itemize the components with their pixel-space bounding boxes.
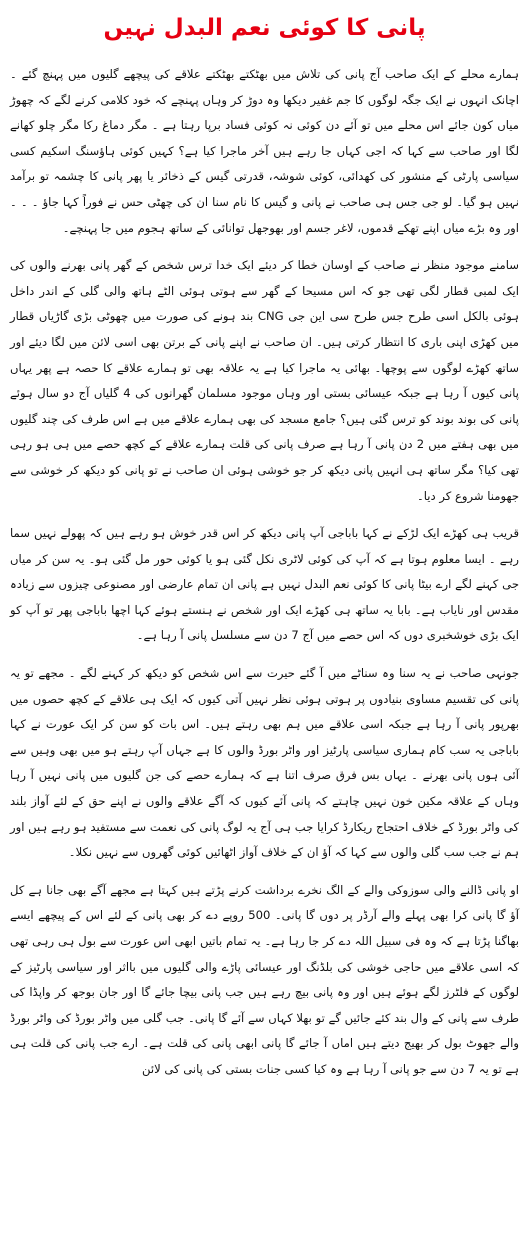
paragraph: او پانی ڈالنے والی سوزوکی والے کے الگ نخرے برداشت کرنے پڑتے ہیں کہتا ہے مجھے آگے بھی جانا ہے کل آؤ گا پانی کرا بھی پہلے والے آرڈر پر دوں گا پانی۔ 500 روپے دے کر بھی پانی کے لئے اس کے پیچھے ایسے بھاگنا پڑتا ہے کہ وہ فی سبیل اللہ دے کر جا رہا ہے۔ یہ تمام باتیں ابھی اس عورت سے بول ہی رہی تھی کہ اسی علاقے میں حاجی خوشی کی بلڈنگ اور عیسائی پاڑے والی گلیوں میں بااثر اور سیاسی پارٹیز کے لوگوں کے فلٹرز لگے ہوئے ہیں اور وہ پانی بیچ رہے ہیں جب پانی بیچا جائے گا اور جان بوجھ کر واپڈا کی طرف سے پانی کے وال بند کئے جائیں گے تو بھلا کہاں سے آئے گا پانی۔ جب گلی میں واٹر بورڈ کی واٹر بورڈ والے جھوٹ بول کر بھیج دیتے ہیں اماں آ جائے گا پانی ابھی پانی کی قلت ہے۔ ارے جب پانی کی قلت ہی ہے تو یہ 7 دن سے جو پانی آ رہا ہے وہ کیا کسی جنات بستی کی پانی کی لائن bbox=[10, 882, 520, 1076]
paragraph: ہمارے محلے کے ایک صاحب آج پانی کی تلاش میں بھٹکتے بھٹکتے علاقے کی پیچھے گلیوں میں پہنچ گئے ۔ اچانک انہوں نے ایک جگہ لوگوں کا جم غفیر دیکھا وہ دوڑ کر وہاں پہنچے کہ خود کلامی کرنے لگے کہ چھوڑ میاں کون جائے اس محلے میں تو آئے دن کوئی نہ کوئی فساد برپا رہتا ہے ۔ مگر دماغ رکا مگر چلو کھانے لگا اور صاحب سے کہا کہ اجی کہاں جا رہے ہیں آخر ماجرا کیا ہے؟ کہیں کوئی ہاؤسنگ اسکیم کسی سیاسی پارٹی کے منشور کی کھدائی، کوئی شوشہ، قدرتی گیس کے ذخائر یا پھر پانی کا چشمہ تو برآمد نہیں ہو گیا۔ لو جی جس ہی صاحب نے پانی و گیس کا نام سنا ان کی چھٹی حس نے فوراً کہا جاؤ ۔ ۔ ۔ اور وہ بڑے میاں اپنے تھکے قدموں، لاغر جسم اور بھوجھل توانائی کے ساتھ ہجوم میں جا پہنچے۔ bbox=[10, 67, 519, 235]
article-body bbox=[10, 62, 519, 1083]
article-title: پانی کا کوئی نعم البدل نہیں bbox=[103, 15, 426, 41]
paragraph: قریب ہی کھڑے ایک لڑکے نے کہا باباجی آپ پانی دیکھ کر اس قدر خوش ہو رہے ہیں کہ پھولے نہیں سما رہے ۔ ایسا معلوم ہوتا ہے کہ آپ کی کوئی لاٹری نکل گئی ہو یا کوئی حور مل گئی ہو۔ یہ سن کر میاں جی کہنے لگے ارے بیٹا پانی کا کوئی نعم البدل نہیں ہے پانی ان تمام عارضی اور مصنوعی چیزوں سے زیادہ مقدس اور نایاب ہے۔ بابا یہ ساتھ ہی کھڑے ایک اور شخص نے ہنستے ہوئے کہا اچھا باباجی پھر تو آپ کو ایک بڑی خوشخبری دوں کہ اس حصے میں آج 7 دن سے مسلسل پانی آ رہا ہے۔ bbox=[10, 526, 519, 643]
paragraph: سامنے موجود منظر نے صاحب کے اوسان خطا کر دیئے ایک خدا ترس شخص کے گھر پانی بھرنے والوں کی ایک لمبی قطار لگی تھی جو کہ اس مسیحا کے گھر سے ہوتی ہوئی الٹے ہاتھ والی گلی کے اندر داخل ہوئی بالکل اسی طرح جس طرح سی این جی CNG بند ہونے کی صورت میں چھوٹی بڑی گاڑیاں قطار میں کھڑی اپنی باری کا انتظار کرتی ہیں۔ ان صاحب نے اپنے پانی کے برتن بھی اسی لائن میں لگا دیئے اور ساتھ کھڑے لوگوں سے پوچھا۔ بھائی یہ ماجرا کیا ہے یہ علاقہ بھی تو ہمارے علاقے کا حصہ ہے پھر یہاں پانی کیوں آ رہا ہے جبکہ عیسائی بستی اور وہاں موجود مسلمان گھرانوں کی 4 گلیاں آج دو سال ہوئے پانی کی بوند بوند کو ترس گئی ہیں؟ جامع مسجد کی بھی ہمارے علاقے میں ہے اس طرف کی چند گلیوں میں بھی ہفتے میں 2 دن پانی آ رہا ہے صرف پانی کی قلت ہمارے علاقے کے کچھ حصے میں ہی ہو رہی تھی کیا؟ مگر ساتھ ہی انہیں پانی دیکھ کر جو خوشی ہوئی ان صاحب نے تو پانی کو دیکھ کر خوشی سے جھومنا شروع کر دیا۔ bbox=[10, 258, 520, 503]
paragraph: جونہی صاحب نے یہ سنا وہ سناٹے میں آ گئے حیرت سے اس شخص کو دیکھ کر کہنے لگے ۔ مجھے تو یہ پانی کی تقسیم مساوی بنیادوں پر ہوتی ہوئی نظر نہیں آتی کیوں کہ ایک ہی علاقے کے کچھ حصوں میں بھرپور پانی آ رہا ہے جبکہ اسی علاقے میں ہم بھی رہتے ہیں۔ اس بات کو سن کر ایک عورت نے کہا باباجی یہ سب کام ہماری سیاسی پارٹیز اور واٹر بورڈ والوں کا ہے جہاں آپ رہتے ہو میں بھی وہیں سے آئی ہوں پانی بھرنے ۔ یہاں بس فرق صرف اتنا ہے کہ ہمارے حصے کی جن گلیوں میں پانی نہیں آ رہا وہاں کے علاقہ مکین خون نہیں چاہتے کہ پانی آئے کیوں کہ آگے علاقے والوں نے اپنے حق کے لئے آواز بلند کی واٹر بورڈ کے خلاف احتجاج ریکارڈ کرایا جب ہی آج یہ لوگ پانی کی نعمت سے مستفید ہو رہے ہیں اور ہم نے جب سب گلی والوں سے کہا کہ آؤ ان کے خلاف آواز اٹھائیں کوئی گھروں سے نہیں نکلا۔ bbox=[10, 666, 519, 860]
